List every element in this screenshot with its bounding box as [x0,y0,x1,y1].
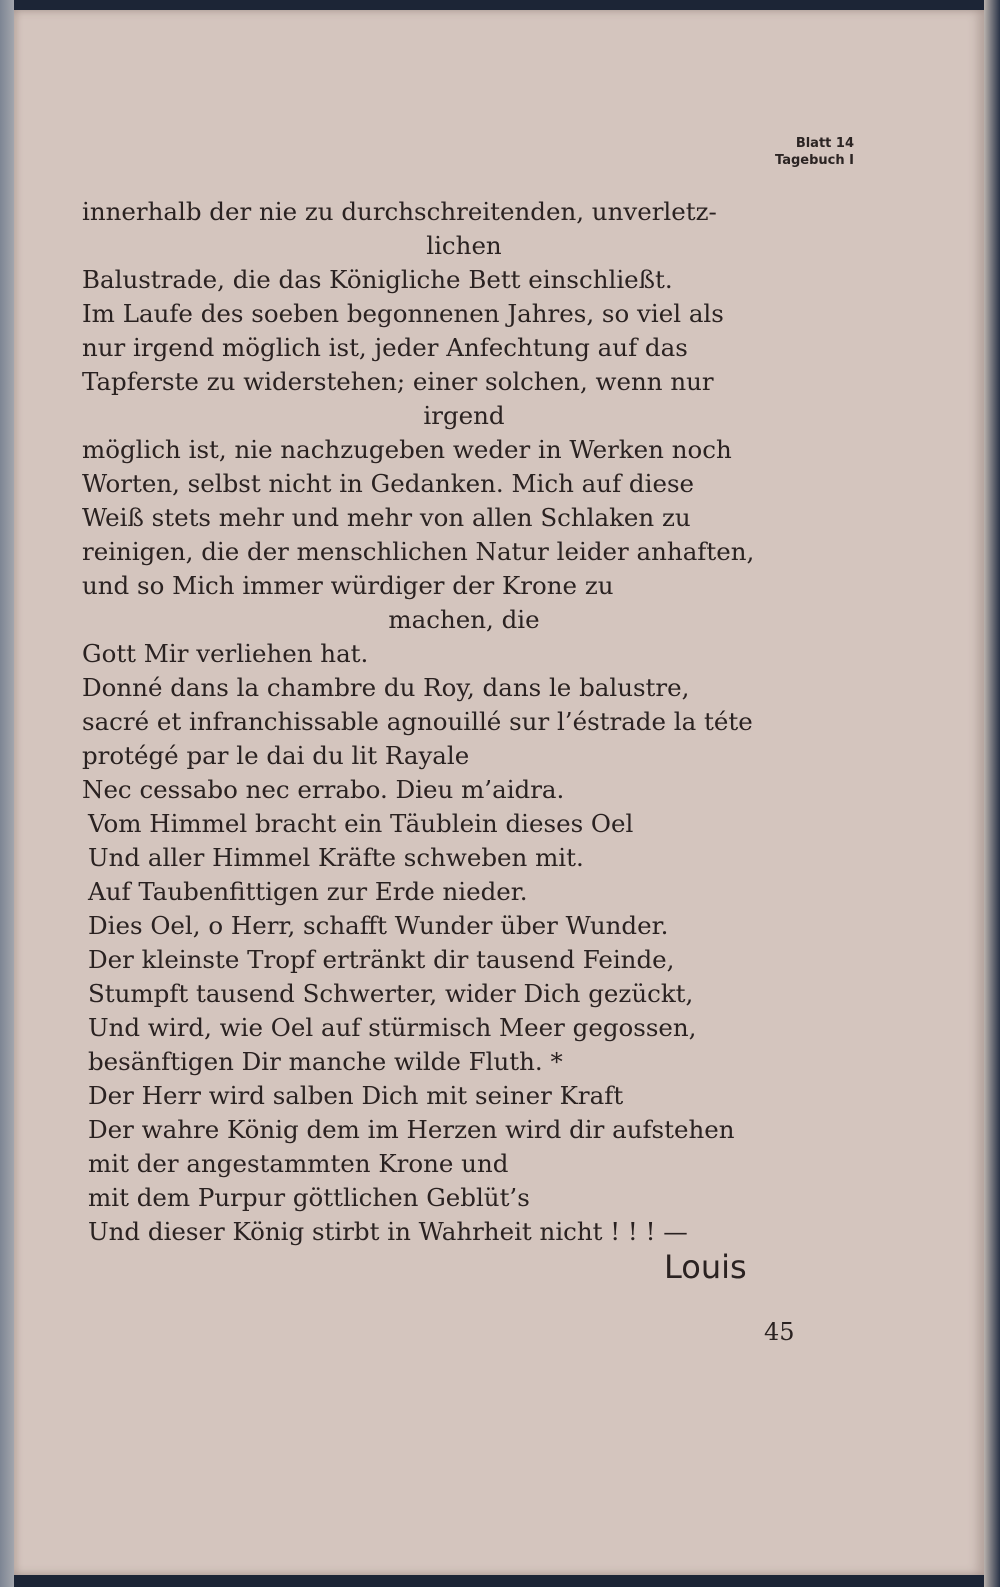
body-text [82,195,822,1249]
text-line: Der wahre König dem im Herzen wird dir aufstehen [88,1115,735,1144]
text-line: innerhalb der nie zu durchschreitenden, unverletz- [82,197,717,226]
text-line: Nec cessabo nec errabo. Dieu m’aidra. [82,775,565,804]
text-line: Tapferste zu widerstehen; einer solchen, wenn nur [82,367,714,396]
page-right-edge [984,0,1000,1587]
text-line: sacré et infranchissable agnouillé sur l’éstrade la téte [82,707,753,736]
text-line: lichen [426,231,502,260]
text-line: Worten, selbst nicht in Gedanken. Mich auf diese [82,469,695,498]
text-line: Balustrade, die das Königliche Bett einschließt. [82,265,673,294]
text-line: Gott Mir verliehen hat. [82,639,369,668]
text-line: möglich ist, nie nachzugeben weder in Werken noch [82,435,732,464]
header-tagebuch: Tagebuch I [775,153,854,168]
text-line: Und aller Himmel Kräfte schweben mit. [88,843,584,872]
text-line: mit dem Purpur göttlichen Geblüt’s [88,1183,530,1212]
text-line: protégé par le dai du lit Rayale [82,741,470,770]
text-line: Und wird, wie Oel auf stürmisch Meer gegossen, [88,1013,697,1042]
header-blatt: Blatt 14 [795,136,854,151]
text-line: mit der angestammten Krone und [88,1149,509,1178]
signature: Louis [664,1248,747,1286]
text-line: Dies Oel, o Herr, schafft Wunder über Wunder. [88,911,669,940]
text-line: Der kleinste Tropf ertränkt dir tausend Feinde, [88,945,675,974]
text-line: Im Laufe des soeben begonnenen Jahres, so viel als [82,299,724,328]
text-line: Weiß stets mehr und mehr von allen Schlaken zu [82,503,691,532]
text-line: besänftigen Dir manche wilde Fluth. * [88,1047,563,1076]
text-line: reinigen, die der menschlichen Natur leider anhaften, [82,537,755,566]
page-header [775,135,854,169]
text-line: Der Herr wird salben Dich mit seiner Kraft [88,1081,624,1110]
page-number: 45 [764,1318,795,1346]
page [14,10,984,1575]
text-line: Donné dans la chambre du Roy, dans le balustre, [82,673,690,702]
text-line: nur irgend möglich ist, jeder Anfechtung auf das [82,333,688,362]
text-line: Stumpft tausend Schwerter, wider Dich gezückt, [88,979,694,1008]
text-line: machen, die [388,605,540,634]
text-line: und so Mich immer würdiger der Krone zu [82,571,614,600]
text-line: Vom Himmel bracht ein Täublein dieses Oel [88,809,634,838]
spine-edge [0,0,14,1587]
text-line: irgend [423,401,505,430]
text-line: Und dieser König stirbt in Wahrheit nicht ! ! ! — [88,1217,688,1246]
text-line: Auf Taubenfittigen zur Erde nieder. [88,877,528,906]
